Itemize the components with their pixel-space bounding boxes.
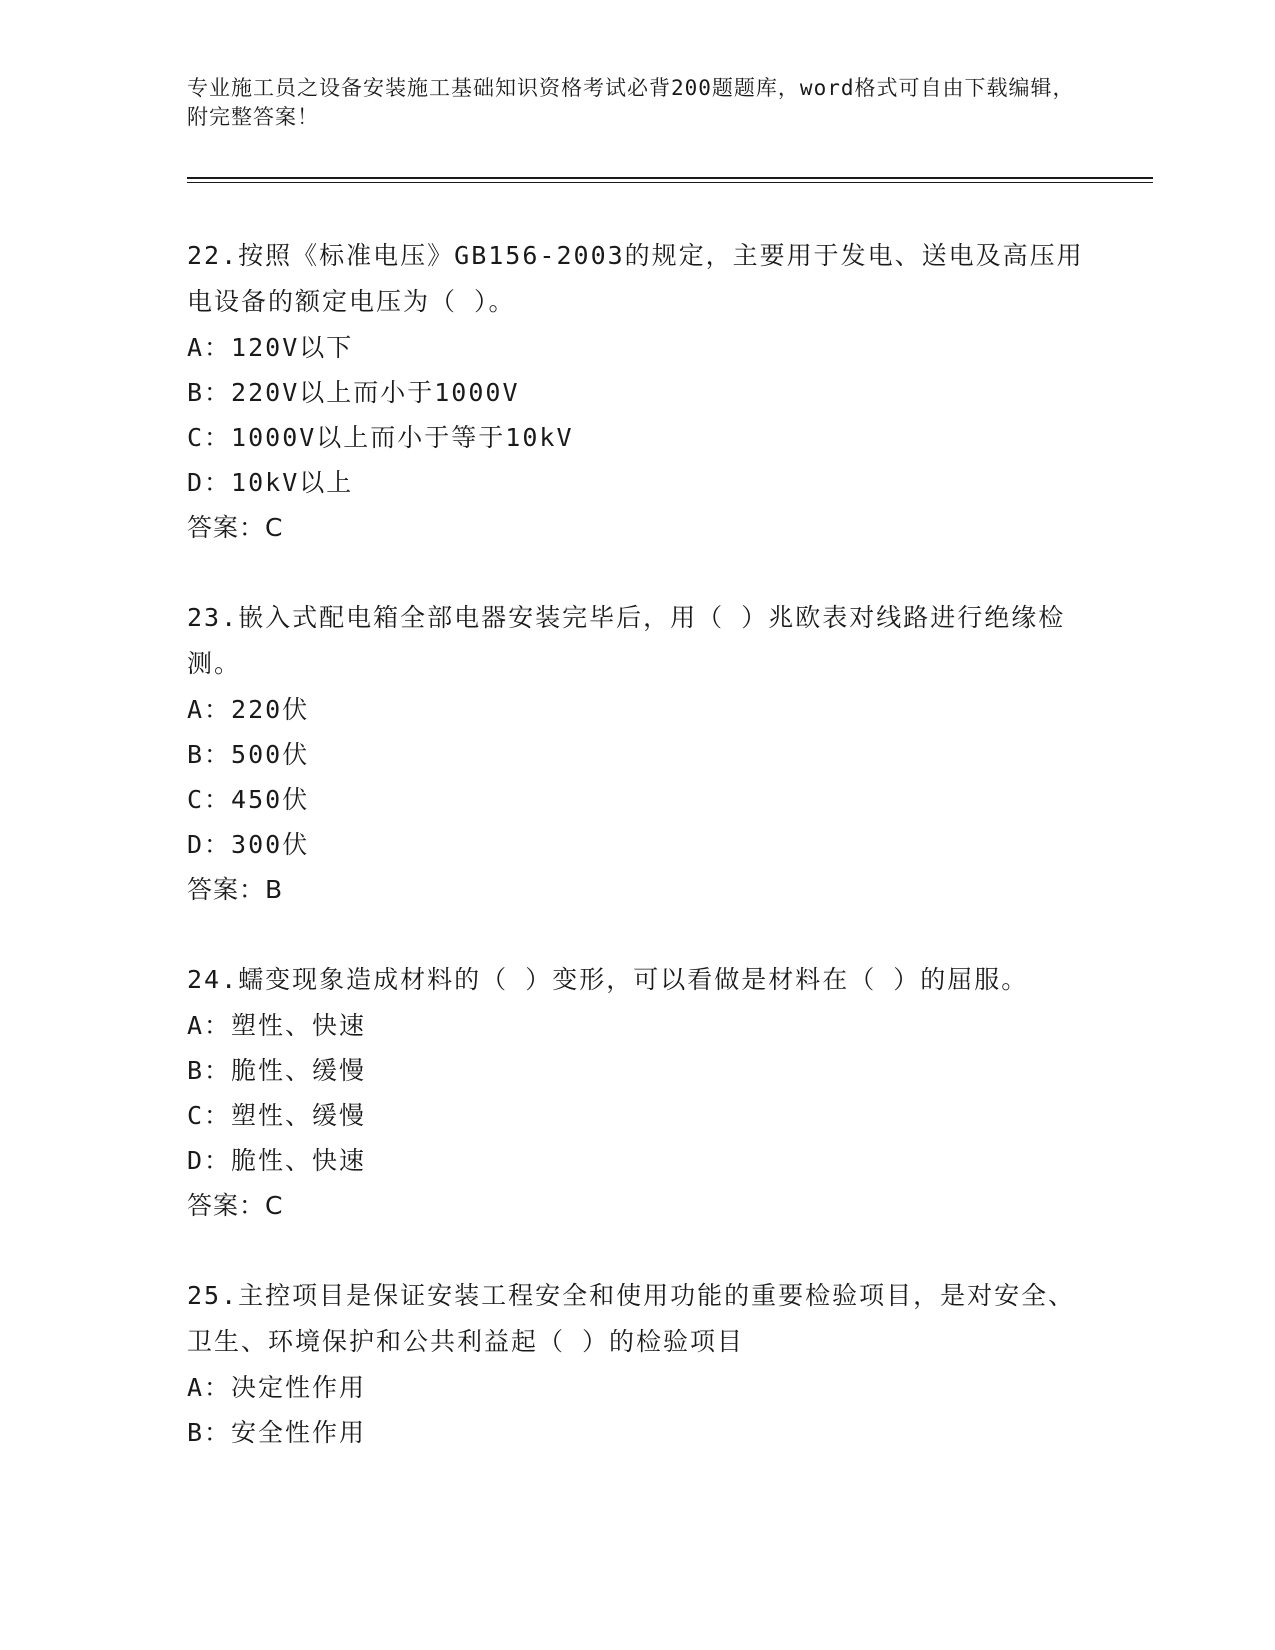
question-stem: 23.嵌入式配电箱全部电器安装完毕后，用（ ）兆欧表对线路进行绝缘检测。: [187, 603, 1066, 678]
question-list: [187, 233, 1087, 1499]
question-25: [187, 1273, 1087, 1455]
answer-line: 答案：C: [187, 1191, 284, 1220]
document-header: 专业施工员之设备安装施工基础知识资格考试必背200题题库，word格式可自由下载编辑，附完整答案！: [187, 76, 1075, 129]
option-a: A：120V以下: [187, 333, 354, 362]
question-23: [187, 595, 1087, 913]
option-a: A：决定性作用: [187, 1373, 367, 1402]
option-d: D：脆性、快速: [187, 1146, 367, 1175]
question-22: [187, 233, 1087, 551]
option-a: A：塑性、快速: [187, 1011, 367, 1040]
option-d: D：10kV以上: [187, 468, 354, 497]
option-b: B：安全性作用: [187, 1418, 367, 1447]
answer-line: 答案：C: [187, 513, 284, 542]
option-c: C：1000V以上而小于等于10kV: [187, 423, 574, 452]
header-divider-thick: [187, 177, 1153, 179]
option-d: D：300伏: [187, 830, 310, 859]
option-c: C：450伏: [187, 785, 310, 814]
option-a: A：220伏: [187, 695, 310, 724]
option-b: B：220V以上而小于1000V: [187, 378, 520, 407]
option-b: B：500伏: [187, 740, 310, 769]
option-c: C：塑性、缓慢: [187, 1101, 367, 1130]
question-24: [187, 957, 1087, 1229]
question-stem: 24.蠕变现象造成材料的（ ）变形，可以看做是材料在（ ）的屈服。: [187, 965, 1029, 994]
question-stem: 25.主控项目是保证安装工程安全和使用功能的重要检验项目，是对安全、卫生、环境保护和公共利益起（ ）的检验项目: [187, 1281, 1076, 1356]
option-b: B：脆性、缓慢: [187, 1056, 367, 1085]
header-divider-thin: [187, 182, 1153, 183]
answer-line: 答案：B: [187, 875, 284, 904]
question-stem: 22.按照《标准电压》GB156-2003的规定，主要用于发电、送电及高压用电设备的额定电压为（ ）。: [187, 241, 1084, 316]
